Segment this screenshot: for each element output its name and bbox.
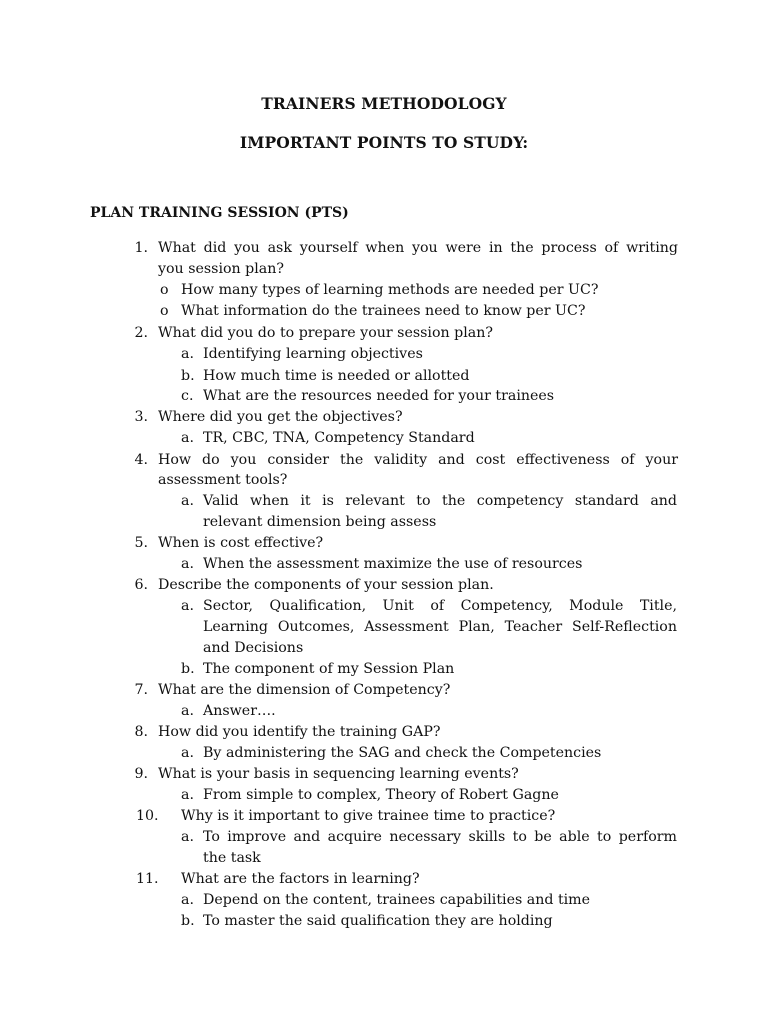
item-number: 8. [134, 724, 148, 740]
list-item-continuation [203, 512, 436, 532]
item-text: The component of my Session Plan [203, 661, 455, 677]
item-number: 10. [136, 808, 159, 824]
item-text: you session plan? [158, 261, 284, 277]
item-text: How do you consider the validity and cost effectiveness of your [158, 452, 678, 468]
item-text: assessment tools? [158, 472, 288, 488]
item-text: What is your basis in sequencing learning events? [158, 766, 519, 782]
item-letter: a. [181, 598, 194, 614]
item-text: Why is it important to give trainee time to practice? [181, 808, 556, 824]
item-text: Where did you get the objectives? [158, 409, 403, 425]
item-letter: b. [181, 661, 195, 677]
item-letter: a. [181, 745, 194, 761]
item-text: From simple to complex, Theory of Robert Gagne [203, 787, 559, 803]
item-number: 1. [134, 240, 148, 256]
document-title: TRAINERS METHODOLOGY [261, 94, 507, 113]
list-item-continuation [203, 848, 261, 868]
document-subtitle: IMPORTANT POINTS TO STUDY: [239, 133, 529, 152]
item-text: TR, CBC, TNA, Competency Standard [203, 430, 475, 446]
section-heading: PLAN TRAINING SESSION (PTS) [90, 205, 349, 221]
item-number: 5. [134, 535, 148, 551]
item-letter: a. [181, 346, 194, 362]
item-text: Sector, Qualification, Unit of Competency, Module Title, [203, 598, 677, 614]
item-number: 9. [134, 766, 148, 782]
item-text: Describe the components of your session plan. [158, 577, 494, 593]
item-number: 4. [134, 452, 148, 468]
item-text: relevant dimension being assess [203, 514, 437, 530]
item-letter: a. [181, 892, 194, 908]
item-text: To master the said qualification they are holding [203, 913, 553, 929]
item-letter: a. [181, 703, 194, 719]
item-letter: a. [181, 556, 194, 572]
item-letter: a. [181, 430, 194, 446]
list-item-continuation [158, 259, 284, 279]
item-text: and Decisions [203, 640, 304, 656]
item-number: 2. [134, 325, 148, 341]
item-text: Answer…. [203, 703, 276, 719]
item-text: When the assessment maximize the use of resources [203, 556, 583, 572]
item-number: 6. [134, 577, 148, 593]
item-text: By administering the SAG and check the Competencies [203, 745, 602, 761]
bullet-marker: o [160, 282, 169, 298]
item-letter: b. [181, 913, 195, 929]
item-text: What are the resources needed for your trainees [203, 388, 555, 404]
item-text: What are the factors in learning? [181, 871, 420, 887]
item-text: How did you identify the training GAP? [158, 724, 441, 740]
item-letter: a. [181, 829, 194, 845]
item-text: What information do the trainees need to know per UC? [181, 303, 586, 319]
item-text: Valid when it is relevant to the competency standard and [203, 493, 677, 509]
item-text: Identifying learning objectives [203, 346, 423, 362]
item-letter: a. [181, 787, 194, 803]
item-number: 7. [134, 682, 148, 698]
item-text: How many types of learning methods are needed per UC? [181, 282, 599, 298]
item-text: Learning Outcomes, Assessment Plan, Teacher Self-Reflection [203, 619, 677, 635]
list-item-continuation [203, 638, 303, 658]
list-item-continuation [158, 470, 287, 490]
item-text: What did you do to prepare your session plan? [158, 325, 493, 341]
item-text: Depend on the content, trainees capabilities and time [203, 892, 591, 908]
item-text: When is cost effective? [158, 535, 324, 551]
item-letter: a. [181, 493, 194, 509]
item-text: How much time is needed or allotted [203, 368, 470, 384]
item-text: What did you ask yourself when you were in the process of writing [158, 240, 678, 256]
item-text: What are the dimension of Competency? [158, 682, 451, 698]
item-letter: b. [181, 368, 195, 384]
item-number: 11. [136, 871, 159, 887]
bullet-marker: o [160, 303, 169, 319]
item-text: the task [203, 850, 261, 866]
item-text: To improve and acquire necessary skills to be able to perform [203, 829, 677, 845]
item-letter: c. [181, 388, 194, 404]
item-number: 3. [134, 409, 148, 425]
